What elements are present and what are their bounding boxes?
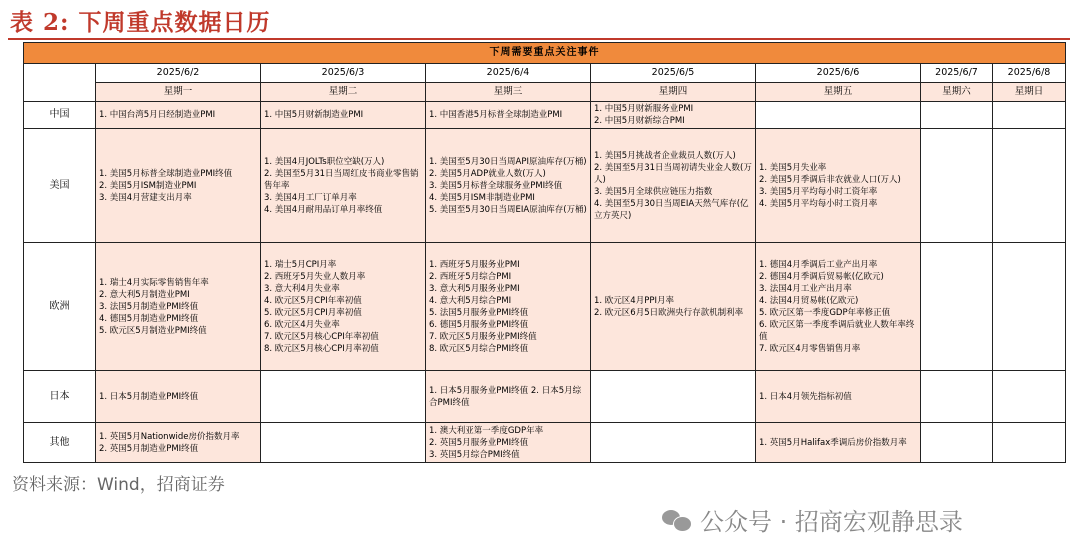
event-item: 3. 美国5月全球供应链压力指数 <box>594 186 713 197</box>
event-cell <box>426 102 591 129</box>
event-cell <box>921 423 993 463</box>
event-cell <box>96 129 261 243</box>
table-title: 表 2: 下周重点数据日历 <box>10 9 271 36</box>
event-item: 1. 英国5月Nationwide房价指数月率 <box>99 431 240 442</box>
event-item: 2. 意大利5月制造业PMI <box>99 289 190 300</box>
event-item: 3. 美国4月工厂订单月率 <box>264 192 357 203</box>
event-item: 4. 意大利5月综合PMI <box>429 295 512 306</box>
event-cell <box>96 102 261 129</box>
event-cell <box>756 129 921 243</box>
watermark <box>662 502 963 537</box>
event-cell <box>756 371 921 423</box>
event-item: 1. 美国5月标普全球制造业PMI终值 <box>99 168 233 179</box>
event-item: 4. 法国4月贸易帐(亿欧元) <box>759 295 859 306</box>
event-cell <box>591 129 756 243</box>
region-label: 欧洲 <box>24 243 96 371</box>
event-item: 1. 美国4月JOLTs职位空缺(万人) <box>264 156 385 167</box>
event-item: 4. 欧元区5月CPI年率初值 <box>264 295 362 306</box>
weekday-cell: 星期日 <box>993 83 1066 102</box>
event-cell <box>993 423 1066 463</box>
event-item: 2. 德国4月季调后贸易帐(亿欧元) <box>759 271 884 282</box>
event-cell <box>756 243 921 371</box>
event-item: 3. 英国5月综合PMI终值 <box>429 449 520 460</box>
event-item: 1. 美国5月失业率 <box>759 162 827 173</box>
event-item: 2. 美国5月ISM制造业PMI <box>99 180 197 191</box>
event-item: 6. 欧元区4月失业率 <box>264 319 340 330</box>
event-cell <box>261 102 426 129</box>
date-cell: 2025/6/7 <box>921 64 993 83</box>
banner-row <box>24 43 1066 64</box>
event-item: 2. 美国至5月31日当周红皮书商业零售销售年率 <box>264 168 419 191</box>
region-label: 中国 <box>24 102 96 129</box>
event-item: 4. 美国5月ISM非制造业PMI <box>429 192 535 203</box>
weekday-cell: 星期五 <box>756 83 921 102</box>
event-item: 1. 日本5月制造业PMI终值 <box>99 391 199 402</box>
region-label: 日本 <box>24 371 96 423</box>
date-cell: 2025/6/2 <box>96 64 261 83</box>
event-item: 1. 瑞士5月CPI月率 <box>264 259 337 270</box>
event-cell <box>993 243 1066 371</box>
date-row-corner <box>24 64 96 102</box>
event-cell <box>591 243 756 371</box>
event-cell <box>993 102 1066 129</box>
event-item: 1. 美国5月挑战者企业裁员人数(万人) <box>594 150 736 161</box>
event-item: 6. 欧元区第一季度季调后就业人数年率终值 <box>759 319 915 342</box>
region-row-2 <box>24 243 1066 371</box>
event-item: 1. 中国台湾5月日经制造业PMI <box>99 110 216 120</box>
event-item: 6. 德国5月服务业PMI终值 <box>429 319 529 330</box>
event-item: 2. 西班牙5月综合PMI <box>429 271 512 282</box>
event-item: 2. 美国至5月31日当周初请失业金人数(万人) <box>594 162 752 185</box>
event-cell <box>96 423 261 463</box>
weekday-row <box>24 83 1066 102</box>
region-label: 美国 <box>24 129 96 243</box>
event-cell <box>426 423 591 463</box>
region-label: 其他 <box>24 423 96 463</box>
event-cell <box>426 243 591 371</box>
event-item: 1. 英国5月Halifax季调后房价指数月率 <box>759 437 907 448</box>
event-item: 1. 德国4月季调后工业产出月率 <box>759 259 878 270</box>
date-cell: 2025/6/5 <box>591 64 756 83</box>
event-item: 1. 中国5月财新制造业PMI <box>264 110 364 120</box>
event-cell <box>261 371 426 423</box>
date-cell: 2025/6/6 <box>756 64 921 83</box>
event-cell <box>261 129 426 243</box>
event-cell <box>756 102 921 129</box>
weekday-cell: 星期二 <box>261 83 426 102</box>
watermark-text: 公众号 · 招商宏观静思录 <box>700 508 963 536</box>
event-item: 3. 意大利4月失业率 <box>264 283 340 294</box>
event-cell <box>921 129 993 243</box>
event-item: 3. 法国4月工业产出月率 <box>759 283 852 294</box>
event-cell <box>426 371 591 423</box>
date-cell: 2025/6/4 <box>426 64 591 83</box>
event-item: 7. 欧元区5月服务业PMI终值 <box>429 331 537 342</box>
date-cell: 2025/6/3 <box>261 64 426 83</box>
event-item: 1. 日本5月服务业PMI终值 2. 日本5月综合PMI终值 <box>429 385 582 408</box>
event-item: 2. 英国5月制造业PMI终值 <box>99 443 199 454</box>
event-cell <box>756 423 921 463</box>
event-item: 1. 中国香港5月标普全球制造业PMI <box>429 110 563 120</box>
weekday-cell: 星期一 <box>96 83 261 102</box>
event-item: 2. 欧元区6月5日欧洲央行存款机制利率 <box>594 307 744 318</box>
event-cell <box>921 243 993 371</box>
event-item: 4. 美国4月耐用品订单月率终值 <box>264 204 383 215</box>
event-item: 2. 西班牙5月失业人数月率 <box>264 271 366 282</box>
event-cell <box>426 129 591 243</box>
event-item: 2. 英国5月服务业PMI终值 <box>429 437 529 448</box>
weekday-cell: 星期六 <box>921 83 993 102</box>
event-item: 1. 日本4月领先指标初值 <box>759 391 852 402</box>
banner-cell: 下周需要重点关注事件 <box>24 43 1066 64</box>
event-item: 2. 美国5月季调后非农就业人口(万人) <box>759 174 901 185</box>
event-item: 3. 美国5月标普全球服务业PMI终值 <box>429 180 563 191</box>
region-row-3 <box>24 371 1066 423</box>
event-item: 4. 德国5月制造业PMI终值 <box>99 313 199 324</box>
event-cell <box>921 102 993 129</box>
event-item: 3. 美国4月营建支出月率 <box>99 192 192 203</box>
event-cell <box>993 371 1066 423</box>
event-item: 4. 美国5月平均每小时工资月率 <box>759 198 878 209</box>
data-calendar-table <box>23 42 1066 463</box>
event-item: 1. 瑞士4月实际零售销售年率 <box>99 277 209 288</box>
event-item: 5. 欧元区5月CPI月率初值 <box>264 307 362 318</box>
event-item: 3. 美国5月平均每小时工资年率 <box>759 186 878 197</box>
weekday-cell: 星期三 <box>426 83 591 102</box>
date-cell: 2025/6/8 <box>993 64 1066 83</box>
region-row-4 <box>24 423 1066 463</box>
event-cell <box>96 243 261 371</box>
wechat-icon <box>662 508 692 532</box>
event-item: 5. 欧元区5月制造业PMI终值 <box>99 325 207 336</box>
date-row <box>24 64 1066 83</box>
region-row-1 <box>24 129 1066 243</box>
event-item: 2. 美国5月ADP就业人数(万人) <box>429 168 546 179</box>
event-item: 4. 美国至5月30日当周EIA天然气库存(亿立方英尺) <box>594 198 749 221</box>
event-item: 2. 中国5月财新综合PMI <box>594 116 685 126</box>
weekday-cell: 星期四 <box>591 83 756 102</box>
event-item: 8. 欧元区5月核心CPI月率初值 <box>264 343 379 354</box>
event-item: 7. 欧元区4月零售销售月率 <box>759 343 861 354</box>
event-item: 1. 欧元区4月PPI月率 <box>594 295 674 306</box>
event-item: 1. 西班牙5月服务业PMI <box>429 259 520 270</box>
event-item: 5. 法国5月服务业PMI终值 <box>429 307 529 318</box>
event-cell <box>591 102 756 129</box>
event-cell <box>921 371 993 423</box>
event-item: 7. 欧元区5月核心CPI年率初值 <box>264 331 379 342</box>
event-cell <box>261 423 426 463</box>
event-item: 1. 美国至5月30日当周API原油库存(万桶) <box>429 156 587 167</box>
event-cell <box>96 371 261 423</box>
event-item: 1. 澳大利亚第一季度GDP年率 <box>429 425 544 436</box>
event-item: 8. 欧元区5月综合PMI终值 <box>429 343 529 354</box>
event-cell <box>591 371 756 423</box>
event-item: 3. 法国5月制造业PMI终值 <box>99 301 199 312</box>
event-item: 5. 美国至5月30日当周EIA原油库存(万桶) <box>429 204 587 215</box>
event-cell <box>591 423 756 463</box>
source-note: 资料来源：Wind，招商证券 <box>12 475 225 495</box>
event-item: 5. 欧元区第一季度GDP年率修正值 <box>759 307 891 318</box>
event-cell <box>993 129 1066 243</box>
event-cell <box>261 243 426 371</box>
event-item: 1. 中国5月财新服务业PMI <box>594 104 694 114</box>
title-divider <box>8 38 1070 40</box>
region-row-0 <box>24 102 1066 129</box>
event-item: 3. 意大利5月服务业PMI <box>429 283 520 294</box>
